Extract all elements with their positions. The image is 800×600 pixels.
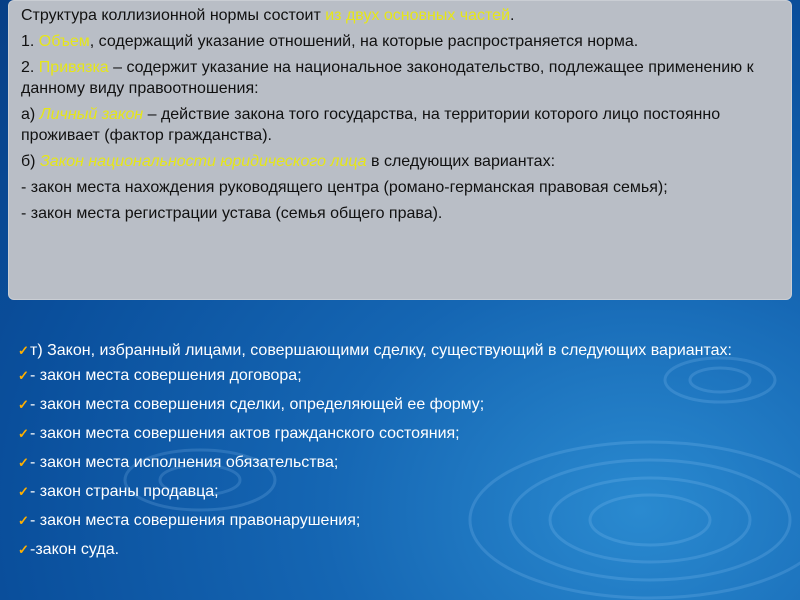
list-item bbox=[18, 510, 788, 531]
list-item-text: -закон суда. bbox=[30, 541, 120, 558]
list-item-text: - закон места совершения сделки, определяющей ее форму; bbox=[30, 396, 485, 413]
list-item-text: - закон места совершения договора; bbox=[30, 367, 302, 384]
check-icon: ✓ bbox=[18, 484, 29, 499]
intro-line bbox=[21, 5, 791, 26]
lower-list bbox=[18, 340, 788, 568]
item-2-text: – содержит указание на национальное законодательство, подлежащее применению к данному виду правоотношения: bbox=[21, 59, 754, 97]
list-item bbox=[18, 365, 788, 386]
list-item-text: - закон места совершения актов гражданского состояния; bbox=[30, 425, 460, 442]
item-1-number: 1. bbox=[21, 33, 39, 50]
lower-intro bbox=[18, 340, 788, 361]
list-item bbox=[18, 539, 788, 560]
item-1-text: , содержащий указание отношений, на которые распространяется норма. bbox=[89, 33, 639, 50]
item-a-text: – действие закона того государства, на территории которого лицо постоянно проживает (фактор гражданства). bbox=[21, 106, 721, 144]
list-item-text: - закон страны продавца; bbox=[30, 483, 219, 500]
check-icon: ✓ bbox=[18, 343, 29, 358]
item-b-term: Закон национальности юридического лица bbox=[39, 153, 367, 170]
lower-intro-text: т) Закон, избранный лицами, совершающими сделку, существующий в следующих вариантах: bbox=[30, 342, 732, 359]
check-icon: ✓ bbox=[18, 368, 29, 383]
item-b bbox=[21, 151, 791, 172]
list-item bbox=[18, 394, 788, 415]
dash-item-2: - закон места регистрации устава (семья общего права). bbox=[21, 205, 443, 222]
panel-content bbox=[21, 5, 791, 229]
item-a bbox=[21, 104, 791, 146]
intro-text: Структура коллизионной нормы состоит bbox=[21, 7, 326, 24]
text-panel bbox=[8, 0, 792, 300]
lower-items bbox=[18, 365, 788, 560]
item-2-number: 2. bbox=[21, 59, 39, 76]
check-icon: ✓ bbox=[18, 397, 29, 412]
item-a-number: а) bbox=[21, 106, 40, 123]
item-2-term: Привязка bbox=[38, 59, 109, 76]
list-item bbox=[18, 481, 788, 502]
list-item-text: - закон места исполнения обязательства; bbox=[30, 454, 339, 471]
item-2 bbox=[21, 57, 791, 99]
item-1-term: Объем bbox=[38, 33, 90, 50]
item-a-term: Личный закон bbox=[39, 106, 144, 123]
check-icon: ✓ bbox=[18, 513, 29, 528]
check-icon: ✓ bbox=[18, 426, 29, 441]
item-1 bbox=[21, 31, 791, 52]
check-icon: ✓ bbox=[18, 542, 29, 557]
intro-highlight: из двух основных частей bbox=[325, 7, 511, 24]
list-item bbox=[18, 423, 788, 444]
item-b-number: б) bbox=[21, 153, 40, 170]
check-icon: ✓ bbox=[18, 455, 29, 470]
list-item-text: - закон места совершения правонарушения; bbox=[30, 512, 361, 529]
item-b-text: в следующих вариантах: bbox=[366, 153, 556, 170]
intro-period: . bbox=[510, 7, 515, 24]
dash-item-1: - закон места нахождения руководящего центра (романо-германская правовая семья); bbox=[21, 179, 668, 196]
list-item bbox=[18, 452, 788, 473]
